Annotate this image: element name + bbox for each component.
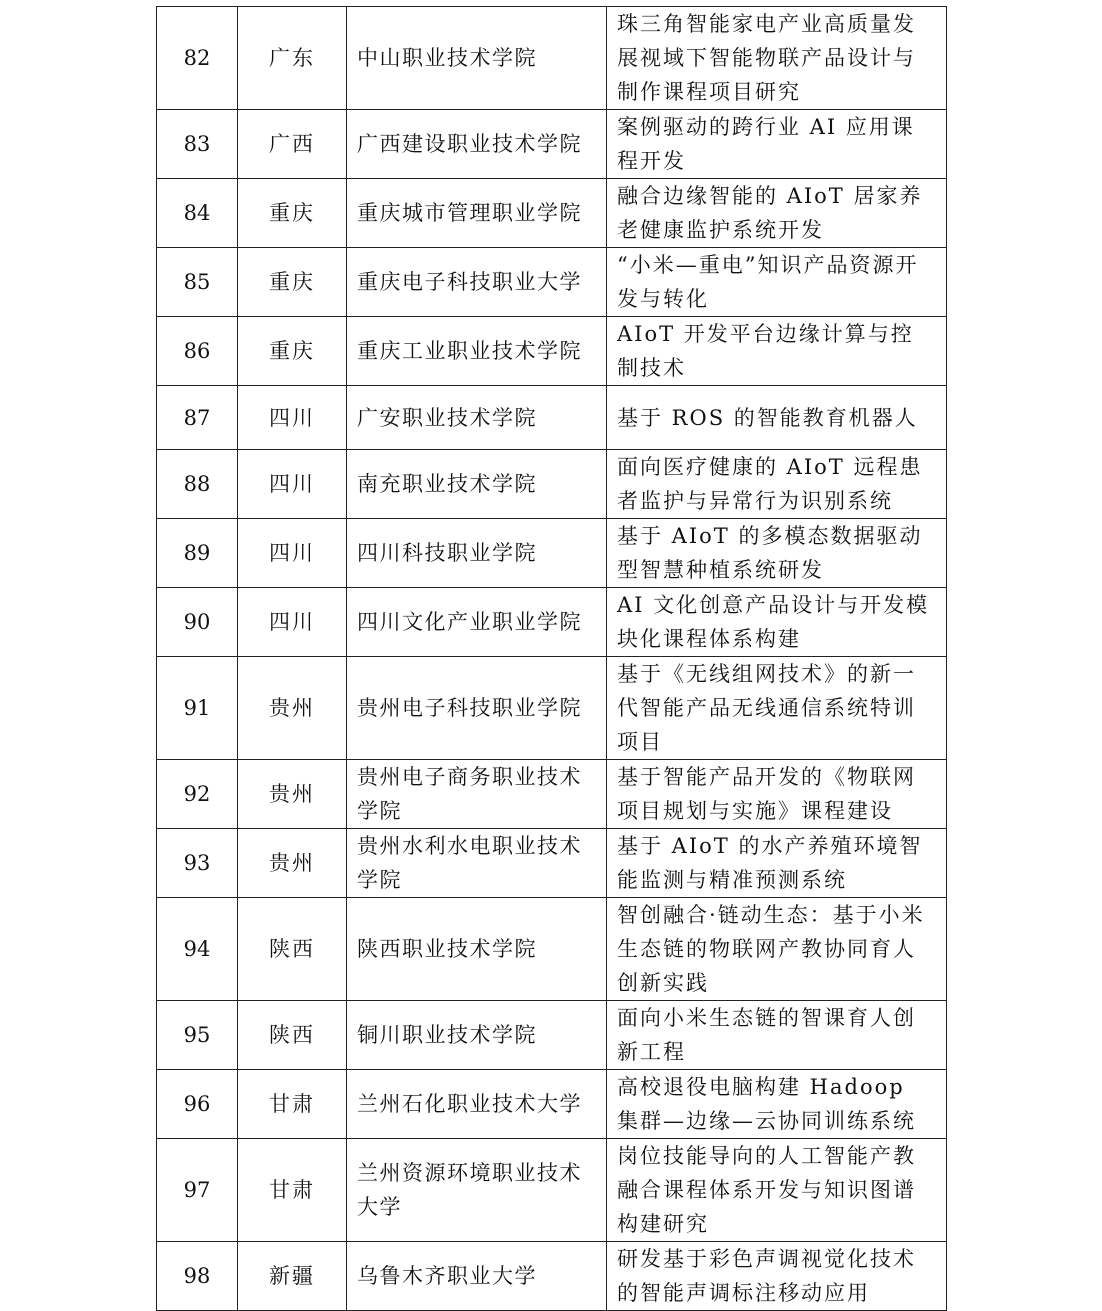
- row-province: 贵州: [238, 760, 347, 829]
- row-school: 重庆城市管理职业学院: [347, 179, 607, 248]
- table-row: [157, 317, 947, 386]
- row-province: 贵州: [238, 829, 347, 898]
- row-school: 南充职业技术学院: [347, 450, 607, 519]
- row-number: 95: [157, 1001, 238, 1070]
- row-province: 重庆: [238, 317, 347, 386]
- project-table: [156, 6, 947, 1311]
- row-province: 四川: [238, 386, 347, 450]
- row-province: 陕西: [238, 898, 347, 1001]
- table-row: [157, 829, 947, 898]
- table-row: [157, 760, 947, 829]
- row-number: 89: [157, 519, 238, 588]
- row-number: 98: [157, 1242, 238, 1311]
- row-project: 基于 ROS 的智能教育机器人: [607, 386, 947, 450]
- table-row: [157, 1242, 947, 1311]
- row-province: 四川: [238, 519, 347, 588]
- row-number: 96: [157, 1070, 238, 1139]
- table-row: [157, 179, 947, 248]
- table-row: [157, 7, 947, 110]
- row-province: 四川: [238, 450, 347, 519]
- row-project: 基于 AIoT 的水产养殖环境智能监测与精准预测系统: [607, 829, 947, 898]
- row-school: 重庆工业职业技术学院: [347, 317, 607, 386]
- row-school: 广西建设职业技术学院: [347, 110, 607, 179]
- table-row: [157, 1001, 947, 1070]
- row-school: 中山职业技术学院: [347, 7, 607, 110]
- row-school: 贵州电子科技职业学院: [347, 657, 607, 760]
- row-number: 84: [157, 179, 238, 248]
- row-school: 重庆电子科技职业大学: [347, 248, 607, 317]
- row-project: 高校退役电脑构建 Hadoop 集群—边缘—云协同训练系统: [607, 1070, 947, 1139]
- row-project: 研发基于彩色声调视觉化技术的智能声调标注移动应用: [607, 1242, 947, 1311]
- row-project: 珠三角智能家电产业高质量发展视域下智能物联产品设计与制作课程项目研究: [607, 7, 947, 110]
- row-school: 兰州资源环境职业技术大学: [347, 1139, 607, 1242]
- row-number: 83: [157, 110, 238, 179]
- row-project: “小米—重电”知识产品资源开发与转化: [607, 248, 947, 317]
- row-project: AI 文化创意产品设计与开发模块化课程体系构建: [607, 588, 947, 657]
- row-province: 四川: [238, 588, 347, 657]
- table-row: [157, 1070, 947, 1139]
- row-school: 广安职业技术学院: [347, 386, 607, 450]
- row-school: 四川文化产业职业学院: [347, 588, 607, 657]
- row-province: 重庆: [238, 179, 347, 248]
- row-project: 智创融合·链动生态：基于小米生态链的物联网产教协同育人创新实践: [607, 898, 947, 1001]
- row-number: 82: [157, 7, 238, 110]
- row-province: 陕西: [238, 1001, 347, 1070]
- row-province: 广西: [238, 110, 347, 179]
- row-school: 乌鲁木齐职业大学: [347, 1242, 607, 1311]
- table-row: [157, 588, 947, 657]
- row-project: 基于《无线组网技术》的新一代智能产品无线通信系统特训项目: [607, 657, 947, 760]
- row-number: 86: [157, 317, 238, 386]
- row-province: 甘肃: [238, 1070, 347, 1139]
- table-row: [157, 519, 947, 588]
- table-row: [157, 898, 947, 1001]
- row-number: 97: [157, 1139, 238, 1242]
- row-school: 兰州石化职业技术大学: [347, 1070, 607, 1139]
- row-project: 岗位技能导向的人工智能产教融合课程体系开发与知识图谱构建研究: [607, 1139, 947, 1242]
- table-row: [157, 450, 947, 519]
- row-number: 90: [157, 588, 238, 657]
- table-row: [157, 1139, 947, 1242]
- row-school: 四川科技职业学院: [347, 519, 607, 588]
- row-number: 92: [157, 760, 238, 829]
- row-project: 基于 AIoT 的多模态数据驱动型智慧种植系统研发: [607, 519, 947, 588]
- table-row: [157, 110, 947, 179]
- row-province: 甘肃: [238, 1139, 347, 1242]
- row-project: 面向小米生态链的智课育人创新工程: [607, 1001, 947, 1070]
- row-number: 91: [157, 657, 238, 760]
- row-school: 铜川职业技术学院: [347, 1001, 607, 1070]
- row-project: 案例驱动的跨行业 AI 应用课程开发: [607, 110, 947, 179]
- row-school: 贵州水利水电职业技术学院: [347, 829, 607, 898]
- table-row: [157, 657, 947, 760]
- row-project: AIoT 开发平台边缘计算与控制技术: [607, 317, 947, 386]
- table-row: [157, 248, 947, 317]
- row-province: 重庆: [238, 248, 347, 317]
- row-province: 广东: [238, 7, 347, 110]
- row-number: 88: [157, 450, 238, 519]
- row-number: 85: [157, 248, 238, 317]
- row-project: 基于智能产品开发的《物联网项目规划与实施》课程建设: [607, 760, 947, 829]
- row-project: 融合边缘智能的 AIoT 居家养老健康监护系统开发: [607, 179, 947, 248]
- row-number: 87: [157, 386, 238, 450]
- row-province: 新疆: [238, 1242, 347, 1311]
- row-province: 贵州: [238, 657, 347, 760]
- row-project: 面向医疗健康的 AIoT 远程患者监护与异常行为识别系统: [607, 450, 947, 519]
- row-school: 贵州电子商务职业技术学院: [347, 760, 607, 829]
- row-number: 94: [157, 898, 238, 1001]
- row-school: 陕西职业技术学院: [347, 898, 607, 1001]
- row-number: 93: [157, 829, 238, 898]
- table-row: [157, 386, 947, 450]
